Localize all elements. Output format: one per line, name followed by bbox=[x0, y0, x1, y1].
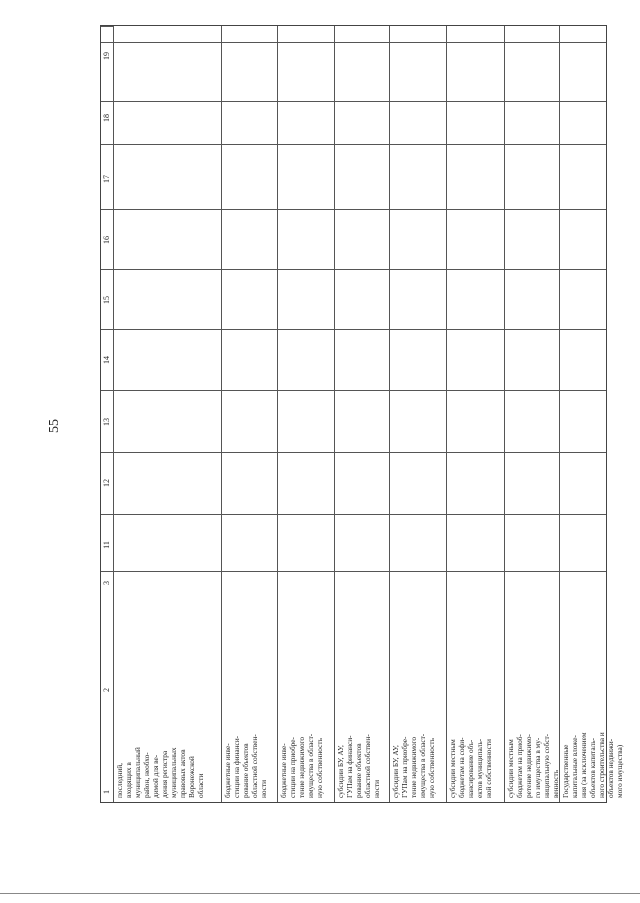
entry-divider bbox=[446, 571, 447, 802]
column-number: 3 bbox=[102, 581, 111, 585]
column-number: 15 bbox=[102, 296, 111, 304]
column-number: 2 bbox=[102, 688, 111, 692]
row-line bbox=[101, 514, 606, 515]
col2-text: последний, входящих в муниципальный район, необхо- димой для ве- дения регистра муниципальных правовых актов Воронежской области bbox=[115, 747, 205, 798]
col3-entry: Государственные капитальные вложе- ния (за исключением объектов капиталь- ного строительства и объектов недвижи- мого имущества) bbox=[561, 732, 624, 798]
scan-edge bbox=[0, 893, 640, 894]
grid-line bbox=[389, 26, 390, 571]
column-number: 11 bbox=[101, 541, 111, 549]
column-number: 13 bbox=[102, 418, 111, 426]
grid-line bbox=[334, 26, 335, 571]
column-number: 1 bbox=[102, 790, 111, 794]
column-number: 17 bbox=[102, 175, 111, 183]
row-line bbox=[101, 452, 606, 453]
entry-divider bbox=[389, 571, 390, 802]
row-line bbox=[101, 42, 606, 43]
row-line bbox=[101, 329, 606, 330]
column-number: 19 bbox=[102, 52, 111, 60]
col3-entry: субсидии местным бюджетам на приоб- ретение недвижимо- го имущества в му- ниципальную собст- венность bbox=[506, 733, 560, 798]
column-number: 14 bbox=[102, 356, 111, 364]
col3-entry: субсидии местным бюджетам на софи- нансирование объ- ектов муниципаль- ной собственности bbox=[448, 737, 493, 798]
row-line bbox=[101, 390, 606, 391]
entry-divider bbox=[559, 571, 560, 802]
col3-entry: бюджетные инве- стиции на финанси- рование объектов областной собствен- ности bbox=[223, 734, 268, 798]
page-number: 55 bbox=[47, 419, 62, 433]
column-number-divider bbox=[113, 26, 114, 802]
row-line bbox=[101, 269, 606, 270]
entry-divider bbox=[277, 571, 278, 802]
grid-line bbox=[559, 26, 560, 571]
grid-line bbox=[446, 26, 447, 571]
row-line bbox=[101, 144, 606, 145]
col3-entry: субсидии БУ, АУ, ГУПам на приобре- тение недвижимого имущества в област- ную собственность bbox=[391, 733, 436, 798]
col3-entry: бюджетные инве- стиции на приобре- тение недвижимого имущества в област- ную собственность bbox=[279, 733, 324, 798]
grid-line bbox=[504, 26, 505, 571]
entry-divider bbox=[504, 571, 505, 802]
rotated-table bbox=[100, 25, 624, 803]
column-number: 12 bbox=[102, 479, 111, 487]
grid-line bbox=[277, 26, 278, 571]
row-line bbox=[101, 101, 606, 102]
entry-divider bbox=[221, 571, 222, 802]
entry-divider bbox=[334, 571, 335, 802]
column-number: 16 bbox=[102, 236, 111, 244]
row-line bbox=[101, 571, 606, 572]
column-number: 18 bbox=[102, 114, 111, 122]
row-line bbox=[101, 209, 606, 210]
col3-entry: субсидии БУ, АУ, ГУПам на финанси- рование объектов областной собствен- ности bbox=[336, 734, 381, 798]
